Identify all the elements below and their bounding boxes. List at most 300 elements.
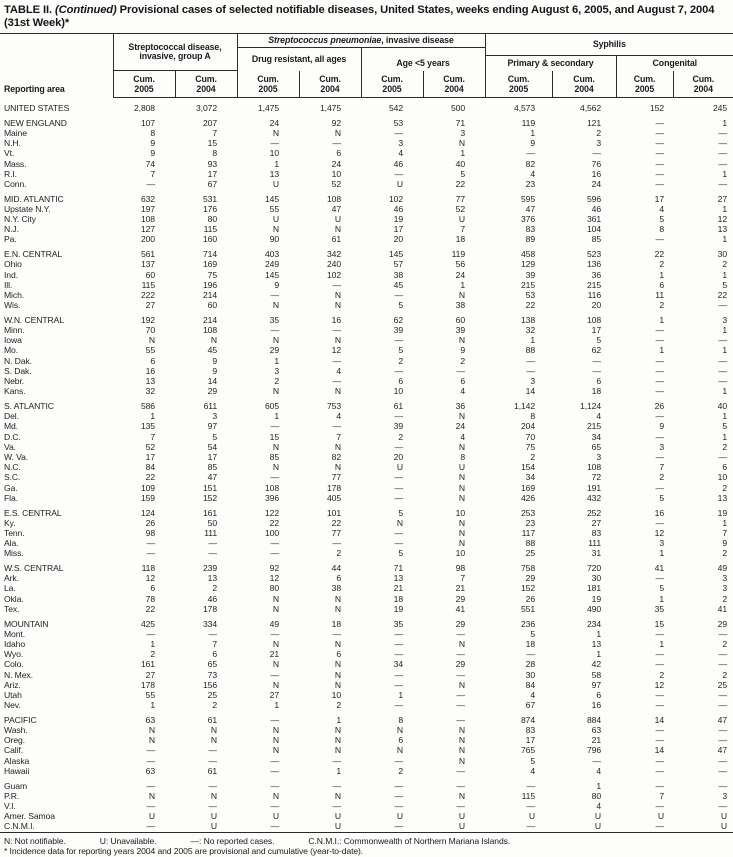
value-cell: 13	[207, 573, 218, 584]
value-cell: —	[526, 821, 536, 832]
value-cell: 161	[202, 507, 218, 518]
value-cell: 13	[591, 638, 602, 649]
value-cell: 12	[331, 345, 342, 356]
value-cell: 117	[521, 527, 536, 538]
value-cell: —	[270, 421, 280, 432]
value-cell: —	[332, 755, 342, 766]
value-cell: —	[655, 659, 665, 670]
value-cell: —	[456, 801, 466, 811]
value-cell: U	[148, 811, 155, 822]
value-cell: 3	[530, 376, 536, 387]
table-row-new-england	[0, 113, 733, 128]
value-cell: 10	[717, 472, 728, 483]
value-cell: 70	[145, 325, 155, 336]
value-cell: —	[394, 821, 404, 832]
table-row-minn	[0, 325, 733, 335]
value-cell: —	[655, 168, 665, 179]
value-cell: 115	[203, 224, 218, 235]
table-row-ala	[0, 538, 733, 548]
cum-label: Cum.	[195, 74, 217, 84]
value-cell: 214	[202, 314, 218, 325]
value-cell: —	[208, 538, 218, 549]
value-cell: 16	[591, 700, 602, 711]
table-row-ga	[0, 483, 733, 493]
value-cell: U	[720, 821, 728, 832]
table-row-del	[0, 411, 733, 421]
value-cell: 75	[207, 269, 218, 280]
value-cell: 20	[393, 452, 404, 462]
value-cell: 196	[202, 279, 218, 290]
value-cell: N	[148, 725, 155, 736]
table-title-week: (31st Week)*	[4, 17, 70, 29]
value-cell: 122	[264, 507, 280, 518]
value-cell: 1	[150, 638, 155, 649]
value-cell: —	[655, 452, 665, 462]
value-cell: 89	[525, 234, 536, 245]
value-cell: 1	[596, 628, 602, 639]
value-cell: 796	[586, 745, 602, 756]
value-cell: —	[655, 482, 665, 493]
value-cell: N	[148, 790, 155, 801]
value-cell: U	[334, 811, 342, 822]
value-cell: 765	[520, 745, 536, 756]
value-cell: N	[272, 679, 280, 690]
value-cell: —	[394, 780, 404, 791]
incidence-note: * Incidence data for reporting years 2004 and 2005 are provisional and cumulative (year-to-date).	[4, 846, 364, 857]
value-cell: —	[394, 527, 404, 538]
value-cell: U	[396, 178, 404, 189]
table-row-ariz	[0, 680, 733, 690]
value-cell: N	[458, 725, 466, 736]
value-cell: 108	[202, 325, 218, 336]
value-cell: N	[396, 517, 404, 528]
value-cell: 18	[591, 386, 602, 397]
value-cell: 34	[393, 659, 404, 670]
value-cell: 2	[659, 472, 665, 483]
value-cell: 1	[722, 168, 728, 179]
value-cell: 1	[460, 148, 466, 159]
value-cell: U	[334, 214, 342, 225]
value-cell: 25	[717, 679, 728, 690]
reporting-area-cell: Mass.	[4, 158, 27, 169]
table-row-wis	[0, 300, 733, 310]
value-cell: N	[458, 679, 466, 690]
reporting-area-cell: N.C.	[4, 462, 21, 473]
value-cell: N	[210, 335, 218, 346]
value-cell: 403	[264, 249, 280, 260]
table-row-utah	[0, 690, 733, 700]
value-cell: —	[394, 365, 404, 376]
value-cell: 16	[331, 314, 342, 325]
value-cell: 13	[393, 573, 404, 584]
value-cell: 3	[274, 365, 280, 376]
value-cell: —	[655, 365, 665, 376]
value-cell: 7	[150, 431, 155, 442]
reporting-area-cell: S. ATLANTIC	[4, 400, 54, 411]
value-cell: N	[458, 289, 466, 300]
value-cell: 62	[393, 314, 404, 325]
value-cell: 9	[530, 138, 536, 149]
column-group-age-under-5: Age <5 years	[361, 48, 485, 71]
value-cell: 342	[326, 249, 342, 260]
value-cell: 611	[203, 400, 218, 411]
value-cell: 1	[659, 548, 665, 559]
footnotes	[0, 833, 733, 857]
value-cell: 2	[659, 259, 665, 270]
value-cell: 1	[596, 780, 602, 791]
value-cell: 236	[520, 618, 536, 629]
value-cell: 61	[207, 765, 218, 776]
reporting-area-cell: NEW ENGLAND	[4, 117, 67, 128]
value-cell: 124	[140, 507, 155, 518]
value-cell: —	[332, 421, 342, 432]
table-row-r-i	[0, 169, 733, 179]
value-cell: —	[332, 801, 342, 811]
table-row-la	[0, 583, 733, 593]
value-cell: N	[334, 638, 342, 649]
value-cell: 1	[530, 335, 536, 346]
value-cell: —	[208, 801, 218, 811]
value-cell: 84	[145, 462, 155, 473]
value-cell: 1	[336, 765, 342, 776]
value-cell: 38	[455, 300, 466, 311]
value-cell: —	[526, 780, 536, 791]
value-cell: N	[334, 593, 342, 604]
column-header-cum-2004-3	[299, 71, 361, 98]
value-cell: 83	[525, 224, 536, 235]
table-row-mass	[0, 159, 733, 169]
value-cell: —	[718, 700, 728, 711]
value-cell: —	[270, 801, 280, 811]
value-cell: 42	[591, 659, 602, 670]
value-cell: 207	[202, 117, 218, 128]
value-cell: 2	[398, 431, 404, 442]
reporting-area-cell: Pa.	[4, 234, 17, 245]
reporting-area-cell: PACIFIC	[4, 714, 37, 725]
value-cell: 1	[336, 714, 342, 725]
value-cell: 115	[521, 790, 536, 801]
reporting-area-cell: Ill.	[4, 279, 13, 290]
value-cell: 77	[331, 472, 342, 483]
value-cell: 1	[274, 355, 280, 366]
value-cell: 18	[393, 593, 404, 604]
reporting-area-cell: Ga.	[4, 482, 18, 493]
value-cell: 1	[460, 279, 466, 290]
value-cell: 36	[455, 400, 466, 411]
value-cell: 22	[455, 178, 466, 189]
value-cell: —	[655, 376, 665, 387]
value-cell: —	[718, 801, 728, 811]
value-cell: —	[270, 138, 280, 149]
value-cell: —	[718, 148, 728, 159]
value-cell: 52	[455, 203, 466, 214]
reporting-area-cell: Okla.	[4, 593, 24, 604]
value-cell: —	[394, 669, 404, 680]
value-cell: 9	[460, 345, 466, 356]
reporting-area-cell: Ala.	[4, 538, 19, 549]
value-cell: U	[210, 811, 218, 822]
value-cell: 753	[326, 400, 342, 411]
value-cell: —	[146, 745, 155, 756]
value-cell: N	[458, 638, 466, 649]
value-cell: 38	[393, 269, 404, 280]
value-cell: N	[334, 735, 342, 746]
value-cell: 24	[455, 421, 466, 432]
value-cell: 176	[202, 203, 218, 214]
value-cell: 29	[207, 386, 218, 397]
value-cell: N	[334, 462, 342, 473]
value-cell: U	[657, 811, 665, 822]
cum-year: 2004	[320, 83, 340, 94]
value-cell: 46	[591, 203, 602, 214]
value-cell: 2,808	[133, 103, 155, 113]
value-cell: 25	[525, 548, 536, 559]
table-title-number: TABLE II.	[4, 4, 52, 16]
legend-no-reported-cases: —: No reported cases.	[190, 835, 275, 846]
table-row-ill	[0, 280, 733, 290]
value-cell: 65	[591, 441, 602, 452]
reporting-area-cell: Nebr.	[4, 376, 25, 387]
value-cell: N	[272, 127, 280, 138]
value-cell: —	[655, 431, 665, 442]
value-cell: 35	[269, 314, 280, 325]
value-cell: 161	[140, 659, 155, 670]
value-cell: N	[458, 441, 466, 452]
value-cell: —	[456, 649, 466, 660]
value-cell: N	[458, 517, 466, 528]
value-cell: 88	[525, 345, 536, 356]
table-row-ohio	[0, 259, 733, 269]
value-cell: 25	[207, 689, 218, 700]
value-cell: —	[655, 355, 665, 366]
value-cell: 5	[722, 279, 728, 290]
value-cell: 1	[722, 325, 728, 336]
table-row-mont	[0, 629, 733, 639]
value-cell: 39	[455, 325, 466, 336]
value-cell: 41	[717, 603, 728, 614]
table-row-wash	[0, 725, 733, 735]
table-row-va	[0, 442, 733, 452]
value-cell: —	[394, 127, 404, 138]
value-cell: —	[655, 411, 665, 422]
value-cell: —	[592, 365, 602, 376]
value-cell: N	[272, 725, 280, 736]
value-cell: N	[458, 482, 466, 493]
value-cell: 47	[525, 203, 536, 214]
value-cell: 169	[202, 259, 218, 270]
table-row-okla	[0, 594, 733, 604]
value-cell: 523	[586, 249, 602, 260]
value-cell: U	[272, 178, 280, 189]
value-cell: 2	[659, 300, 665, 311]
value-cell: 18	[455, 234, 466, 245]
value-cell: —	[332, 325, 342, 336]
value-cell: N	[334, 289, 342, 300]
value-cell: 3	[212, 411, 218, 422]
reporting-area-cell: Upstate N.Y.	[4, 203, 51, 214]
value-cell: 4	[659, 203, 665, 214]
value-cell: 596	[586, 193, 602, 204]
value-cell: 108	[264, 482, 280, 493]
reporting-area-cell: V.I.	[4, 801, 16, 811]
table-row-n-h	[0, 138, 733, 148]
value-cell: 22	[525, 300, 536, 311]
table-row-w-s-central	[0, 559, 733, 574]
value-cell: 108	[326, 193, 342, 204]
value-cell: 1	[596, 649, 602, 660]
value-cell: 9	[659, 421, 665, 432]
value-cell: 26	[145, 517, 155, 528]
value-cell: —	[146, 780, 155, 791]
value-cell: —	[718, 725, 728, 736]
reporting-area-cell: Guam	[4, 780, 28, 791]
value-cell: 1	[659, 593, 665, 604]
value-cell: 3,072	[196, 103, 218, 113]
value-cell: 24	[591, 178, 602, 189]
table-row-c-n-m-i	[0, 821, 733, 832]
value-cell: 9	[212, 355, 218, 366]
value-cell: 1	[659, 314, 665, 325]
value-cell: N	[458, 538, 466, 549]
value-cell: 54	[207, 441, 218, 452]
value-cell: 119	[451, 249, 466, 260]
value-cell: 145	[388, 249, 404, 260]
value-cell: 129	[520, 259, 536, 270]
value-cell: 3	[722, 573, 728, 584]
column-header-cum-2004-7	[552, 71, 616, 98]
value-cell: 1	[722, 345, 728, 356]
reporting-area-cell: Wyo.	[4, 649, 24, 660]
value-cell: —	[718, 376, 728, 387]
reporting-area-cell: Tex.	[4, 603, 20, 614]
value-cell: 2	[722, 441, 728, 452]
value-cell: U	[594, 821, 602, 832]
value-cell: 252	[586, 507, 602, 518]
value-cell: 2	[212, 583, 218, 594]
value-cell: 1	[722, 234, 728, 245]
value-cell: 4	[398, 148, 404, 159]
value-cell: —	[526, 355, 536, 366]
value-cell: 7	[460, 224, 466, 235]
value-cell: —	[208, 755, 218, 766]
table-row-miss	[0, 548, 733, 558]
value-cell: 88	[525, 538, 536, 549]
value-cell: 102	[388, 193, 404, 204]
cum-label: Cum.	[443, 73, 465, 84]
value-cell: U	[594, 811, 602, 822]
value-cell: —	[208, 745, 218, 756]
value-cell: N	[334, 335, 342, 346]
value-cell: —	[394, 790, 404, 801]
value-cell: 27	[717, 193, 728, 204]
value-cell: 109	[140, 482, 155, 493]
value-cell: 7	[336, 431, 342, 442]
table-row-guam	[0, 776, 733, 791]
value-cell: 6	[336, 649, 342, 660]
value-cell: 29	[455, 593, 466, 604]
table-row-mountain	[0, 614, 733, 629]
reporting-area-cell: E.N. CENTRAL	[4, 249, 63, 260]
table-row-idaho	[0, 639, 733, 649]
value-cell: —	[655, 178, 665, 189]
value-cell: 156	[202, 679, 218, 690]
column-header-reporting-area: Reporting area	[4, 84, 65, 94]
value-cell: —	[655, 138, 665, 149]
reporting-area-cell: Alaska	[4, 755, 30, 766]
value-cell: 4	[596, 411, 602, 422]
table-row-fla	[0, 493, 733, 503]
value-cell: 1	[722, 517, 728, 528]
reporting-area-cell: Ohio	[4, 259, 22, 270]
value-cell: N	[272, 593, 280, 604]
value-cell: 6	[336, 148, 342, 159]
value-cell: 111	[204, 527, 218, 538]
value-cell: —	[655, 725, 665, 736]
value-cell: N	[334, 224, 342, 235]
legend-line	[4, 836, 729, 847]
value-cell: 108	[140, 214, 155, 225]
value-cell: 2	[722, 593, 728, 604]
value-cell: —	[332, 780, 342, 791]
value-cell: 9	[150, 138, 155, 149]
reporting-area-cell: Calif.	[4, 745, 23, 756]
table-row-tex	[0, 604, 733, 614]
value-cell: 240	[326, 259, 342, 270]
value-cell: —	[718, 300, 728, 311]
value-cell: —	[718, 755, 728, 766]
value-cell: —	[526, 801, 536, 811]
reporting-area-cell: Del.	[4, 411, 19, 422]
cum-label: Cum.	[381, 73, 403, 84]
value-cell: U	[396, 811, 404, 822]
reporting-area-cell: E.S. CENTRAL	[4, 507, 62, 518]
value-cell: 31	[591, 548, 602, 559]
value-cell: —	[394, 168, 404, 179]
value-cell: —	[394, 289, 404, 300]
value-cell: 432	[586, 492, 602, 503]
value-cell: 22	[717, 289, 728, 300]
value-cell: 605	[264, 400, 280, 411]
cum-year: 2005	[134, 84, 154, 94]
cum-year: 2005	[258, 83, 278, 94]
value-cell: N	[210, 725, 218, 736]
value-cell: 72	[591, 472, 602, 483]
value-cell: 118	[141, 563, 155, 574]
value-cell: N	[148, 335, 155, 346]
value-cell: N	[148, 735, 155, 746]
value-cell: 100	[264, 527, 280, 538]
value-cell: 4	[460, 431, 466, 442]
value-cell: 884	[586, 714, 602, 725]
column-header-cum-2005-6	[485, 71, 552, 98]
value-cell: 531	[202, 193, 218, 204]
value-cell: 30	[717, 249, 728, 260]
value-cell: —	[655, 325, 665, 336]
table-row-ind	[0, 270, 733, 280]
value-cell: 55	[145, 689, 155, 700]
value-cell: 7	[722, 527, 728, 538]
value-cell: 5	[659, 583, 665, 594]
value-cell: —	[146, 821, 155, 832]
value-cell: 63	[145, 714, 155, 725]
table-row-mo	[0, 345, 733, 355]
value-cell: 10	[455, 507, 466, 518]
value-cell: —	[718, 735, 728, 746]
reporting-area-cell: Hawaii	[4, 765, 30, 776]
reporting-area-cell: MOUNTAIN	[4, 618, 49, 629]
value-cell: 215	[586, 279, 602, 290]
reporting-area-cell: Utah	[4, 689, 22, 700]
